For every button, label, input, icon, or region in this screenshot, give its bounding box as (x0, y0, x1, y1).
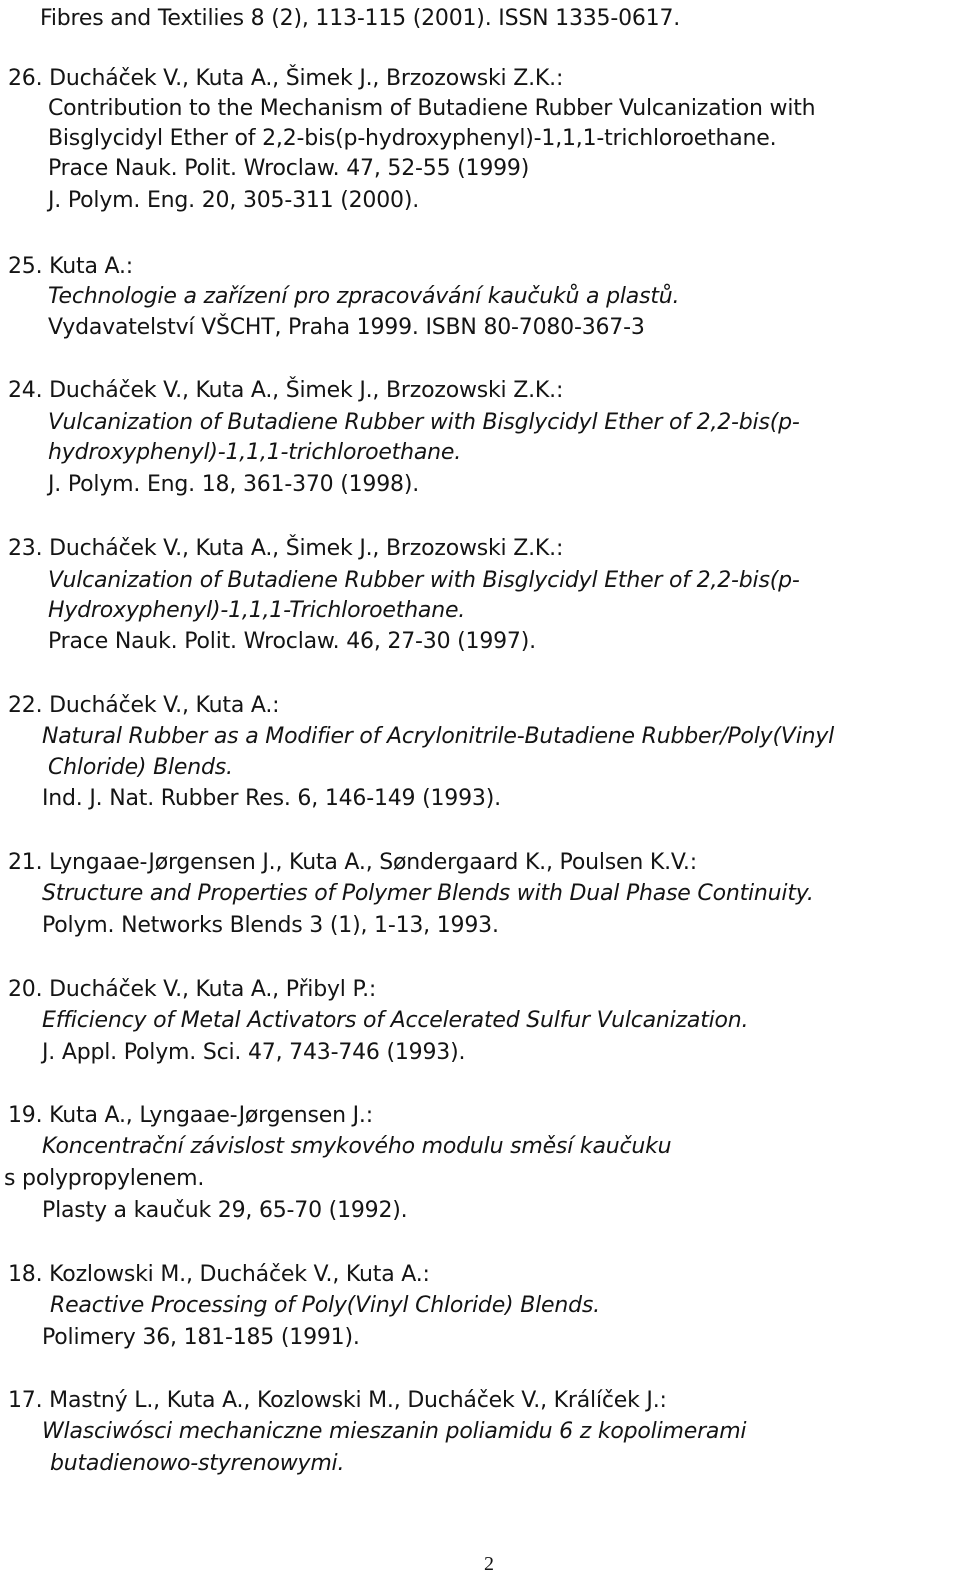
reference-19-title-line-2: s polypropylenem. (4, 1166, 205, 1191)
reference-20-title: Efficiency of Metal Activators of Accelerated Sulfur Vulcanization. (42, 1008, 749, 1033)
reference-18-title: Reactive Processing of Poly(Vinyl Chloride) Blends. (50, 1293, 600, 1318)
reference-22-title-line-1: Natural Rubber as a Modifier of Acrylonitrile-Butadiene Rubber/Poly(Vinyl (42, 724, 835, 749)
reference-18-authors: 18. Kozlowski M., Ducháček V., Kuta A.: (8, 1262, 430, 1287)
reference-26-source-1: Prace Nauk. Polit. Wroclaw. 47, 52-55 (1999) (48, 156, 530, 181)
reference-23-source: Prace Nauk. Polit. Wroclaw. 46, 27-30 (1997). (48, 629, 536, 654)
reference-25-authors: 25. Kuta A.: (8, 254, 134, 279)
reference-17-authors: 17. Mastný L., Kuta A., Kozlowski M., Ducháček V., Králíček J.: (8, 1388, 667, 1413)
reference-26-title-line-2: Bisglycidyl Ether of 2,2-bis(p-hydroxyphenyl)-1,1,1-trichloroethane. (48, 126, 777, 151)
reference-24-source: J. Polym. Eng. 18, 361-370 (1998). (48, 472, 420, 497)
reference-25-title: Technologie a zařízení pro zpracovávání kaučuků a plastů. (48, 284, 680, 309)
reference-18-source: Polimery 36, 181-185 (1991). (42, 1325, 360, 1350)
reference-23-title-line-1: Vulcanization of Butadiene Rubber with Bisglycidyl Ether of 2,2-bis(p- (48, 568, 800, 593)
reference-24-authors: 24. Ducháček V., Kuta A., Šimek J., Brzozowski Z.K.: (8, 378, 564, 403)
reference-26-title-line-1: Contribution to the Mechanism of Butadiene Rubber Vulcanization with (48, 96, 816, 121)
reference-continuation-line: Fibres and Textilies 8 (2), 113-115 (2001). ISSN 1335-0617. (40, 6, 681, 31)
reference-21-authors: 21. Lyngaae-Jørgensen J., Kuta A., Søndergaard K., Poulsen K.V.: (8, 850, 697, 875)
reference-17-title-line-1: Wlasciwósci mechaniczne mieszanin poliamidu 6 z kopolimerami (42, 1419, 747, 1444)
reference-24-title-line-1: Vulcanization of Butadiene Rubber with Bisglycidyl Ether of 2,2-bis(p- (48, 410, 800, 435)
reference-22-title-line-2: Chloride) Blends. (48, 755, 233, 780)
reference-25-source: Vydavatelství VŠCHT, Praha 1999. ISBN 80-7080-367-3 (48, 315, 645, 340)
reference-21-source: Polym. Networks Blends 3 (1), 1-13, 1993. (42, 913, 499, 938)
reference-20-source: J. Appl. Polym. Sci. 47, 743-746 (1993). (42, 1040, 466, 1065)
reference-19-source: Plasty a kaučuk 29, 65-70 (1992). (42, 1198, 408, 1223)
reference-22-authors: 22. Ducháček V., Kuta A.: (8, 693, 280, 718)
reference-26-source-2: J. Polym. Eng. 20, 305-311 (2000). (48, 188, 420, 213)
reference-17-title-line-2: butadienowo-styrenowymi. (50, 1451, 345, 1476)
reference-26-authors: 26. Ducháček V., Kuta A., Šimek J., Brzozowski Z.K.: (8, 66, 564, 91)
reference-23-authors: 23. Ducháček V., Kuta A., Šimek J., Brzozowski Z.K.: (8, 536, 564, 561)
reference-19-title-line-1: Koncentrační závislost smykového modulu směsí kaučuku (42, 1134, 672, 1159)
reference-22-source: Ind. J. Nat. Rubber Res. 6, 146-149 (1993). (42, 786, 501, 811)
reference-23-title-line-2: Hydroxyphenyl)-1,1,1-Trichloroethane. (48, 598, 466, 623)
reference-21-title: Structure and Properties of Polymer Blends with Dual Phase Continuity. (42, 881, 814, 906)
reference-24-title-line-2: hydroxyphenyl)-1,1,1-trichloroethane. (48, 440, 461, 465)
page-number: 2 (484, 1553, 494, 1575)
reference-20-authors: 20. Ducháček V., Kuta A., Přibyl P.: (8, 977, 377, 1002)
reference-19-authors: 19. Kuta A., Lyngaae-Jørgensen J.: (8, 1103, 373, 1128)
